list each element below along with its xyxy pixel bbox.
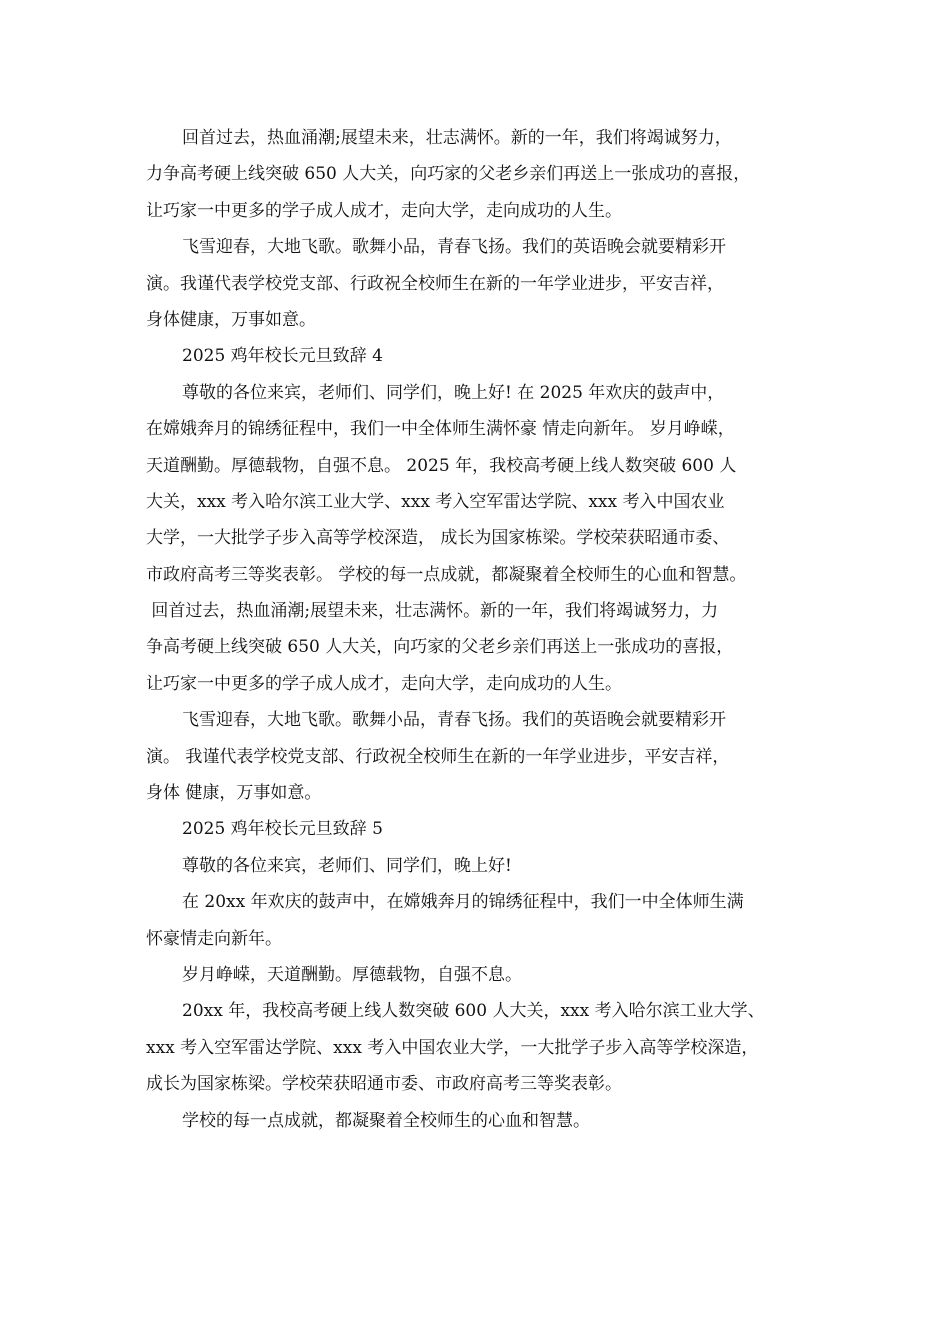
text-line: 让巧家一中更多的学子成人成才，走向大学，走向成功的人生。 — [146, 673, 622, 694]
text-line: 在 20xx 年欢庆的鼓声中，在嫦娥奔月的锦绣征程中，我们一中全体师生满 — [182, 892, 744, 913]
text-line: 力争高考硬上线突破 650 人大关，向巧家的父老乡亲们再送上一张成功的喜报， — [146, 164, 751, 185]
text-line: 市政府高考三等奖表彰。 学校的每一点成就，都凝聚着全校师生的心血和智慧。 — [146, 564, 747, 585]
text-line: 回首过去，热血涌潮;展望未来，壮志满怀。新的一年，我们将竭诚努力，力 — [146, 601, 719, 622]
text-line: 演。 我谨代表学校党支部、行政祝全校师生在新的一年学业进步，平安吉祥， — [146, 746, 730, 767]
document-body — [146, 120, 818, 1139]
text-line: 回首过去，热血涌潮;展望未来，壮志满怀。新的一年，我们将竭诚努力， — [182, 128, 732, 148]
text-line: 演。我谨代表学校党支部、行政祝全校师生在新的一年学业进步，平安吉祥， — [146, 273, 724, 294]
text-line: 20xx 年，我校高考硬上线人数突破 600 人大关，xxx 考入哈尔滨工业大学、 — [182, 1001, 765, 1022]
text-line: 飞雪迎春，大地飞歌。歌舞小品，青春飞扬。我们的英语晚会就要精彩开 — [182, 237, 726, 258]
section-heading: 2025 鸡年校长元旦致辞 4 — [182, 346, 383, 367]
text-line: 飞雪迎春，大地飞歌。歌舞小品，青春飞扬。我们的英语晚会就要精彩开 — [182, 710, 726, 731]
text-line: 岁月峥嵘，天道酬勤。厚德载物，自强不息。 — [182, 964, 522, 985]
text-line: 大关，xxx 考入哈尔滨工业大学、xxx 考入空军雷达学院、xxx 考入中国农业 — [146, 491, 725, 512]
text-line: 尊敬的各位来宾，老师们、同学们，晚上好! — [182, 855, 512, 876]
text-line: 天道酬勤。厚德载物，自强不息。 2025 年，我校高考硬上线人数突破 600 人 — [146, 455, 737, 476]
section-heading: 2025 鸡年校长元旦致辞 5 — [182, 819, 383, 840]
text-line: 争高考硬上线突破 650 人大关，向巧家的父老乡亲们再送上一张成功的喜报， — [146, 637, 734, 658]
text-line: 学校的每一点成就，都凝聚着全校师生的心血和智慧。 — [182, 1110, 590, 1131]
text-line: 在嫦娥奔月的锦绣征程中，我们一中全体师生满怀豪 情走向新年。 岁月峥嵘， — [146, 419, 735, 440]
text-line: 让巧家一中更多的学子成人成才，走向大学，走向成功的人生。 — [146, 200, 622, 221]
text-line: 大学，一大批学子步入高等学校深造， 成长为国家栋梁。学校荣获昭通市委、 — [146, 528, 730, 549]
text-line: 成长为国家栋梁。学校荣获昭通市委、市政府高考三等奖表彰。 — [146, 1074, 622, 1095]
text-line: 身体健康，万事如意。 — [146, 309, 316, 330]
text-line: 身体 健康，万事如意。 — [146, 783, 322, 804]
text-line: xxx 考入空军雷达学院、xxx 考入中国农业大学，一大批学子步入高等学校深造， — [146, 1037, 759, 1058]
text-line: 怀豪情走向新年。 — [146, 928, 282, 949]
text-line: 尊敬的各位来宾，老师们、同学们，晚上好! 在 2025 年欢庆的鼓声中， — [182, 382, 725, 403]
